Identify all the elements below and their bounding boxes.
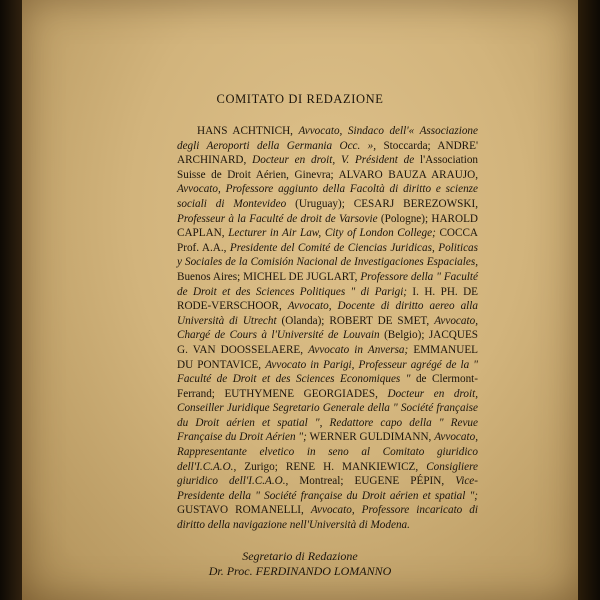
member-name-text: (Olanda); ROBERT DE SMET, (276, 314, 435, 327)
member-name-text: GUSTAVO ROMANELLI, (177, 504, 311, 517)
member-description: Lecturer in Air Law, City of London College; (228, 227, 436, 240)
member-name-text: HANS ACHTNICH, (197, 125, 299, 137)
member-name-text: COCCA Prof. A.A., (177, 227, 478, 254)
book-page (22, 0, 578, 600)
member-name-text: EMMANUEL DU PONTAVICE, (177, 343, 479, 371)
member-name-text: WERNER GULDIMANN, (306, 431, 435, 444)
member-name-text: de Clermont-Ferrand; EUTHYMENE GEORGIADES, (177, 373, 478, 400)
member-description: Docteur en droit, V. Président de (252, 154, 415, 167)
member-description: Avvocato in Parigi, Professeur agrégé de la " Faculté de Droit et des Sciences Economiques " (177, 358, 478, 386)
member-description: Avvocato, Rappresentante elvetico in seno al Comitato giuridico dell'I.C.A.O., (177, 431, 478, 473)
member-name-text: Zurigo; RENE H. MANKIEWICZ, (236, 460, 427, 473)
page-heading: COMITATO DI REDAZIONE (216, 92, 384, 106)
committee-members-text (177, 124, 478, 533)
member-description: Vice-Presidente della " Société française du Droit aérien et spatial "; (177, 475, 478, 502)
secretary-title: Segretario di Redazione (242, 549, 358, 563)
member-name-text: (Uruguay); CESARJ BEREZOWSKI, (286, 197, 478, 210)
member-name-text: (Belgio); JACQUES G. VAN DOOSSELAERE, (177, 329, 478, 356)
secretary-block (22, 549, 578, 579)
member-description: Avvocato, Sindaco dell'« Associazione degli Aeroporti della Germania Occ. », (177, 125, 478, 152)
member-description: Avvocato, Professore aggiunto della Facoltà di diritto e scienze sociali di Montevideo (177, 183, 478, 210)
member-description: Avvocato in Anversa; (308, 343, 409, 356)
member-description: Avvocato, Professore incaricato di diritto della navigazione nell'Università di Modena. (177, 504, 478, 532)
member-description: Avvocato, Docente di diritto aereo alla Università di Utrecht (177, 300, 478, 327)
member-name-text: I. H. PH. DE RODE-VERSCHOOR, (177, 285, 478, 313)
member-description: Presidente del Comité de Ciencias Juridicas, Politicas y Sociales de la Comisión Nacional de Investigaciones Espaciales, (177, 241, 479, 269)
member-name-text: Buenos Aires; MICHEL DE JUGLART, (177, 270, 361, 283)
member-description: Avvocato, Chargé de Cours à l'Université de Louvain (177, 314, 478, 342)
member-description: Professeur à la Faculté de droit de Varsovie (177, 212, 378, 225)
member-description: Docteur en droit, Conseiller Juridique Segretario Generale della " Société française du Droit aérien et spatial ", Redattore capo della " Revue Française du Droit Aérien "; (177, 387, 479, 444)
member-name-text: Montreal; EUGENE PÉPIN, (288, 475, 456, 488)
member-description: Consigliere giuridico dell'I.C.A.O., (177, 460, 478, 488)
secretary-name: Dr. Proc. FERDINANDO LOMANNO (208, 564, 392, 578)
members-paragraph (177, 124, 478, 533)
member-name-text: Stoccarda; ANDRE' ARCHINARD, (177, 139, 478, 167)
member-name-text: (Pologne); HAROLD CAPLAN, (177, 212, 479, 240)
member-description: Professore della " Faculté de Droit et des Sciences Politiques " di Parigi; (177, 270, 478, 298)
member-name-text: l'Association Suisse de Droit Aérien, Ginevra; ALVARO BAUZA ARAUJO, (177, 154, 479, 181)
